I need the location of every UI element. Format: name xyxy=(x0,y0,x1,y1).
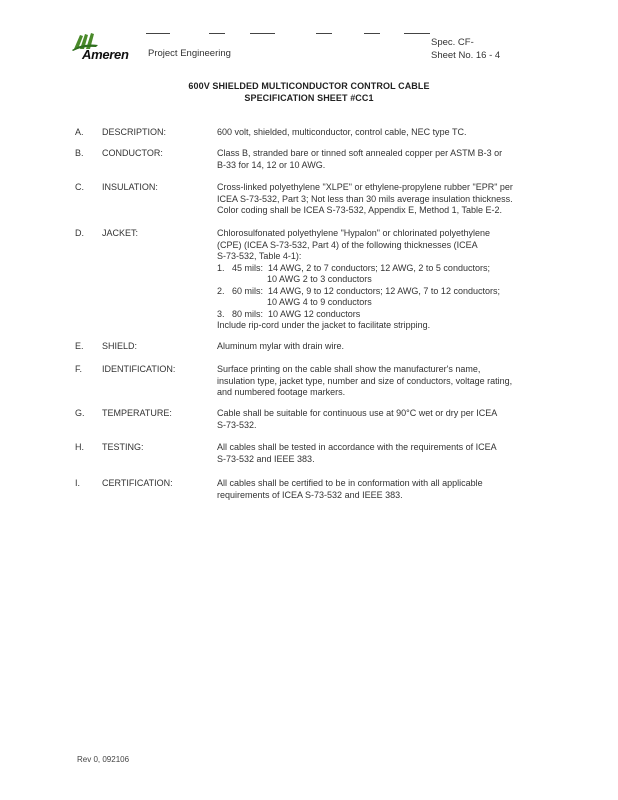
body-line: Cross-linked polyethylene "XLPE" or ethylene-propylene rubber "EPR" per xyxy=(217,182,513,192)
section-letter: A. xyxy=(75,127,84,137)
header-rule xyxy=(404,33,430,34)
section-letter: B. xyxy=(75,148,84,158)
body-line: Color coding shall be ICEA S-73-532, Appendix E, Method 1, Table E-2. xyxy=(217,205,503,215)
body-line: Cable shall be suitable for continuous use at 90°C wet or dry per ICEA xyxy=(217,408,498,418)
header-rule xyxy=(146,33,170,34)
body-line: B-33 for 14, 12 or 10 AWG. xyxy=(217,159,326,170)
header-rule xyxy=(316,33,332,34)
revision-footer: Rev 0, 092106 xyxy=(77,755,130,764)
body-line: 3. 80 mils: 10 AWG 12 conductors xyxy=(217,308,361,319)
body-line: Chlorosulfonated polyethylene "Hypalon" or chlorinated polyethylene xyxy=(217,228,491,238)
section-heading: TEMPERATURE: xyxy=(102,408,172,418)
section-heading: CONDUCTOR: xyxy=(102,148,163,158)
header-rule xyxy=(209,33,225,34)
section-letter: F. xyxy=(75,364,83,374)
section-body xyxy=(217,364,547,399)
body-line: 600 volt, shielded, multiconductor, control cable, NEC type TC. xyxy=(217,127,467,137)
body-line: 10 AWG 4 to 9 conductors xyxy=(217,297,372,307)
body-line: S-73-532. xyxy=(217,419,257,430)
section-heading: DESCRIPTION: xyxy=(102,127,167,137)
document-subtitle: SPECIFICATION SHEET #CC1 xyxy=(244,93,374,103)
body-line: requirements of ICEA S-73-532 and IEEE 383. xyxy=(217,489,403,500)
section-body xyxy=(217,182,547,217)
company-logo xyxy=(72,31,134,65)
section-body xyxy=(217,228,547,332)
body-line: Aluminum mylar with drain wire. xyxy=(217,341,345,351)
sheet-number: Sheet No. 16 - 4 xyxy=(431,50,501,61)
department-label: Project Engineering xyxy=(148,48,231,59)
body-line: 10 AWG 2 to 3 conductors xyxy=(217,274,372,284)
section-letter: H. xyxy=(75,442,84,452)
body-line: and numbered footage markers. xyxy=(217,387,346,397)
header-rule xyxy=(364,33,380,34)
body-line: insulation type, jacket type, number and size of conductors, voltage rating, xyxy=(217,375,513,386)
body-line: S-73-532, Table 4-1): xyxy=(217,251,302,261)
body-line: S-73-532 and IEEE 383. xyxy=(217,453,315,464)
section-body xyxy=(217,341,547,353)
section-body xyxy=(217,442,547,465)
section-letter: C. xyxy=(75,182,84,192)
body-line: 1. 45 mils: 14 AWG, 2 to 7 conductors; 12 AWG, 2 to 5 conductors; xyxy=(217,262,490,273)
body-line: (CPE) (ICEA S-73-532, Part 4) of the following thicknesses (ICEA xyxy=(217,239,478,250)
header-rule xyxy=(250,33,275,34)
body-line: All cables shall be certified to be in conformation with all applicable xyxy=(217,478,483,488)
body-line: Class B, stranded bare or tinned soft annealed copper per ASTM B-3 or xyxy=(217,148,503,158)
section-body xyxy=(217,408,547,431)
logo-wordmark: Ameren xyxy=(82,47,129,62)
spec-label: Spec. CF- xyxy=(431,37,474,48)
body-line: ICEA S-73-532, Part 3; Not less than 30 mils average insulation thickness. xyxy=(217,193,513,204)
document-title: 600V SHIELDED MULTICONDUCTOR CONTROL CABLE xyxy=(188,81,430,91)
section-heading: SHIELD: xyxy=(102,341,138,351)
body-line: 2. 60 mils: 14 AWG, 9 to 12 conductors; 12 AWG, 7 to 12 conductors; xyxy=(217,285,500,296)
section-letter: I. xyxy=(75,478,81,488)
body-line: Surface printing on the cable shall show the manufacturer's name, xyxy=(217,364,481,374)
section-heading: CERTIFICATION: xyxy=(102,478,173,488)
section-letter: D. xyxy=(75,228,84,238)
section-letter: G. xyxy=(75,408,85,418)
section-heading: JACKET: xyxy=(102,228,139,238)
section-body xyxy=(217,127,547,139)
section-letter: E. xyxy=(75,341,84,351)
section-body xyxy=(217,148,547,171)
section-heading: IDENTIFICATION: xyxy=(102,364,176,374)
section-heading: INSULATION: xyxy=(102,182,158,192)
section-heading: TESTING: xyxy=(102,442,144,452)
body-line: Include rip-cord under the jacket to facilitate stripping. xyxy=(217,320,431,330)
section-body xyxy=(217,478,547,501)
body-line: All cables shall be tested in accordance with the requirements of ICEA xyxy=(217,442,497,452)
